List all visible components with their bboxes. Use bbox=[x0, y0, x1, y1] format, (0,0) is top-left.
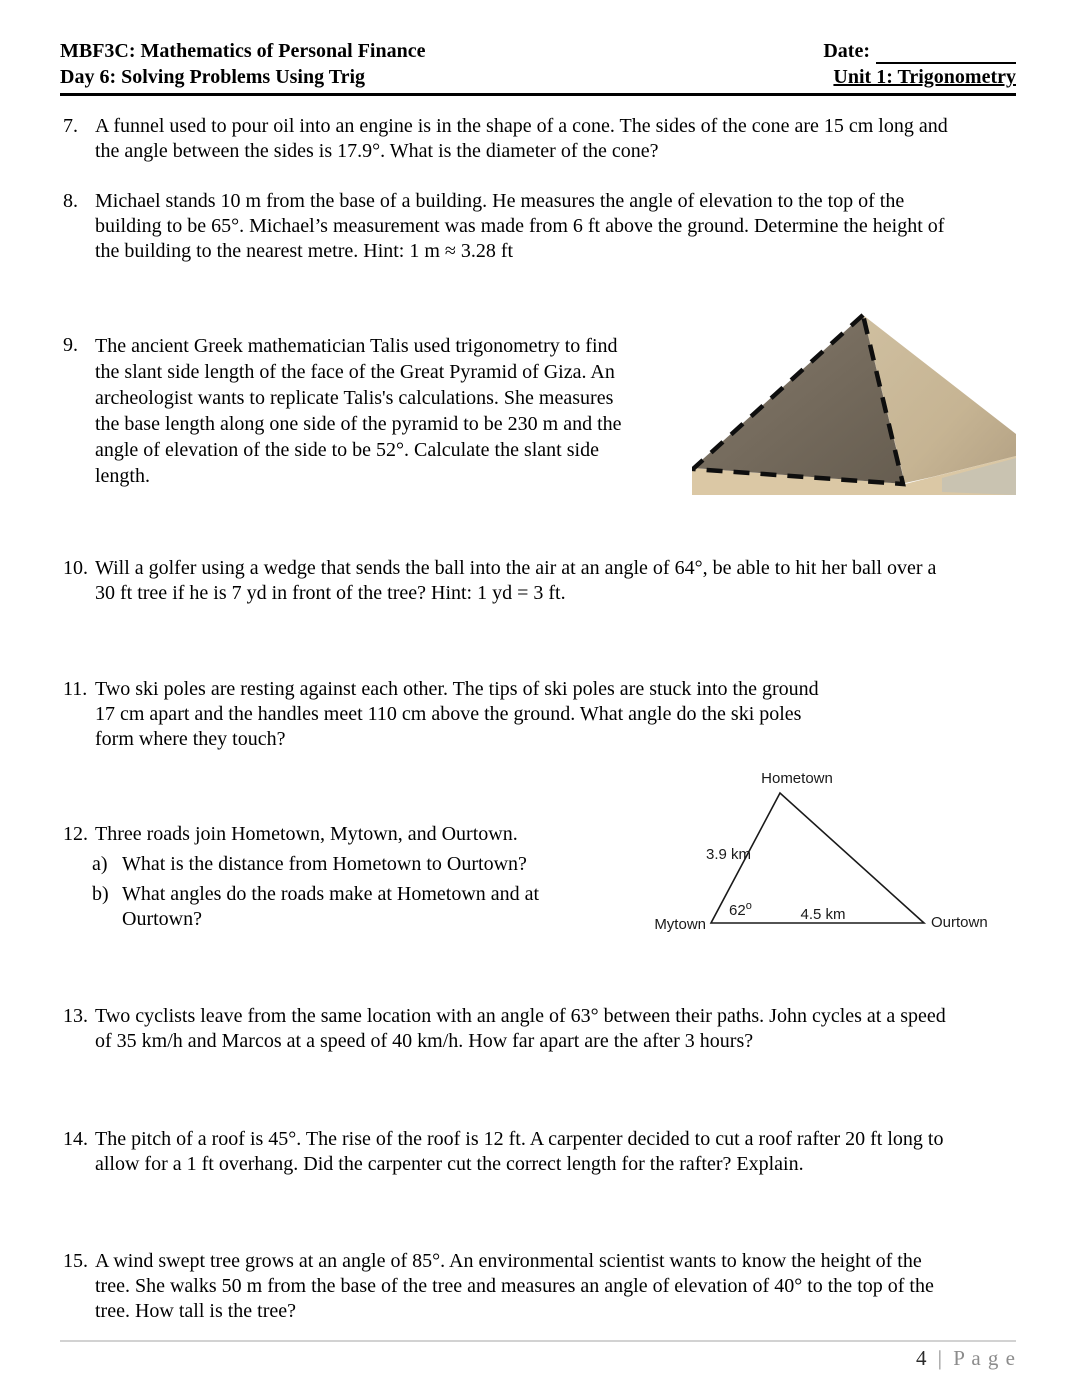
problem-8-line-2: building to be 65°. Michael’s measurement was made from 6 ft above the ground. Determine the height of bbox=[95, 215, 945, 237]
problem-11-text bbox=[95, 677, 819, 752]
great-pyramid-photo bbox=[692, 308, 1016, 495]
problem-15 bbox=[63, 1249, 934, 1324]
problem-14-line-2: allow for a 1 ft overhang. Did the carpenter cut the correct length for the rafter? Explain. bbox=[95, 1153, 804, 1175]
angle-value: 62 bbox=[729, 902, 746, 919]
problem-12-intro bbox=[95, 822, 518, 847]
header-row-1 bbox=[60, 38, 1016, 64]
day-title: Day 6: Solving Problems Using Trig bbox=[60, 66, 366, 88]
pyramid-illustration bbox=[692, 308, 1016, 495]
problem-7-line-1: A funnel used to pour oil into an engine is in the shape of a cone. The sides of the cone are 15 cm long and bbox=[95, 115, 948, 137]
header-row-2 bbox=[60, 64, 1016, 90]
problem-12b bbox=[92, 882, 539, 932]
problem-12b-text bbox=[122, 882, 539, 932]
problem-12a-label: a) bbox=[92, 853, 108, 875]
page-word: P a g e bbox=[953, 1346, 1016, 1370]
date-blank-line bbox=[876, 44, 1016, 64]
page-footer bbox=[916, 1346, 1016, 1371]
page-number: 4 bbox=[915, 1346, 928, 1370]
problem-12a-text bbox=[122, 852, 527, 877]
problem-9 bbox=[63, 333, 622, 489]
roads-triangle-diagram bbox=[640, 762, 1040, 937]
problem-12-intro-line: Three roads join Hometown, Mytown, and Ourtown. bbox=[95, 823, 518, 845]
problem-13-number: 13. bbox=[63, 1005, 88, 1027]
unit-title: Unit 1: Trigonometry bbox=[833, 66, 1016, 88]
problem-14-line-1: The pitch of a roof is 45°. The rise of the roof is 12 ft. A carpenter decided to cut a roof rafter 20 ft long to bbox=[95, 1128, 944, 1150]
problem-8-line-3: the building to the nearest metre. Hint: 1 m ≈ 3.28 ft bbox=[95, 240, 514, 262]
problem-15-text bbox=[95, 1249, 934, 1324]
problem-9-line-2: the slant side length of the face of the Great Pyramid of Giza. An bbox=[95, 361, 615, 383]
problem-11-line-3: form where they touch? bbox=[95, 728, 286, 750]
date-field bbox=[823, 38, 1016, 64]
hometown-label: Hometown bbox=[761, 770, 833, 787]
angle-label bbox=[729, 900, 752, 919]
problem-7-line-2: the angle between the sides is 17.9°. What is the diameter of the cone? bbox=[95, 140, 659, 162]
problem-15-line-2: tree. She walks 50 m from the base of the tree and measures an angle of elevation of 40° to the top of the bbox=[95, 1275, 934, 1297]
header bbox=[60, 38, 1016, 96]
mytown-label: Mytown bbox=[654, 916, 706, 933]
problem-7-number: 7. bbox=[63, 115, 78, 137]
problem-10-line-2: 30 ft tree if he is 7 yd in front of the tree? Hint: 1 yd = 3 ft. bbox=[95, 582, 566, 604]
footer-divider bbox=[60, 1340, 1016, 1342]
angle-degree-mark: o bbox=[745, 900, 752, 912]
course-title: MBF3C: Mathematics of Personal Finance bbox=[60, 40, 426, 62]
problem-8-line-1: Michael stands 10 m from the base of a building. He measures the angle of elevation to the top of the bbox=[95, 190, 905, 212]
problem-9-text bbox=[95, 333, 622, 489]
problem-15-line-1: A wind swept tree grows at an angle of 85°. An environmental scientist wants to know the height of the bbox=[95, 1250, 922, 1272]
problem-11 bbox=[63, 677, 819, 752]
problem-12b-line-2: Ourtown? bbox=[122, 908, 202, 930]
problem-15-number: 15. bbox=[63, 1250, 88, 1272]
problem-12-number: 12. bbox=[63, 823, 88, 845]
page-separator: | bbox=[937, 1346, 943, 1370]
problem-13-line-2: of 35 km/h and Marcos at a speed of 40 km/h. How far apart are the after 3 hours? bbox=[95, 1030, 754, 1052]
problem-9-line-1: The ancient Greek mathematician Talis used trigonometry to find bbox=[95, 335, 618, 357]
problem-9-line-4: the base length along one side of the pyramid to be 230 m and the bbox=[95, 413, 622, 435]
problem-10-text bbox=[95, 556, 936, 606]
date-label: Date: bbox=[823, 40, 870, 62]
problem-8-text bbox=[95, 189, 944, 264]
ourtown-label: Ourtown bbox=[931, 914, 988, 931]
side-length-label: 3.9 km bbox=[706, 846, 752, 863]
problem-9-line-5: angle of elevation of the side to be 52°. Calculate the slant side bbox=[95, 439, 599, 461]
problem-9-number: 9. bbox=[63, 334, 78, 356]
problem-11-number: 11. bbox=[63, 678, 88, 700]
problem-13-line-1: Two cyclists leave from the same location with an angle of 63° between their paths. John cycles at a speed bbox=[95, 1005, 946, 1027]
problem-7 bbox=[63, 114, 948, 164]
problem-9-line-6: length. bbox=[95, 465, 150, 487]
problem-10 bbox=[63, 556, 936, 606]
roads-triangle-svg bbox=[640, 762, 1040, 937]
problem-11-line-2: 17 cm apart and the handles meet 110 cm above the ground. What angle do the ski poles bbox=[95, 703, 802, 725]
problem-9-line-3: archeologist wants to replicate Talis's calculations. She measures bbox=[95, 387, 614, 409]
problem-12b-line-1: What angles do the roads make at Hometown and at bbox=[122, 883, 540, 905]
problem-11-line-1: Two ski poles are resting against each other. The tips of ski poles are stuck into the ground bbox=[95, 678, 819, 700]
problem-14-number: 14. bbox=[63, 1128, 88, 1150]
problem-8 bbox=[63, 189, 944, 264]
problem-14 bbox=[63, 1127, 943, 1177]
problem-8-number: 8. bbox=[63, 190, 78, 212]
problem-10-number: 10. bbox=[63, 557, 88, 579]
problem-12 bbox=[63, 822, 518, 847]
problem-7-text bbox=[95, 114, 948, 164]
problem-15-line-3: tree. How tall is the tree? bbox=[95, 1300, 297, 1322]
problem-12a bbox=[92, 852, 527, 877]
problem-10-line-1: Will a golfer using a wedge that sends the ball into the air at an angle of 64°, be able to hit her ball over a bbox=[95, 557, 937, 579]
problem-14-text bbox=[95, 1127, 943, 1177]
problem-12a-line: What is the distance from Hometown to Ourtown? bbox=[122, 853, 527, 875]
problem-13 bbox=[63, 1004, 946, 1054]
problem-12b-label: b) bbox=[92, 883, 109, 905]
problem-13-text bbox=[95, 1004, 946, 1054]
base-length-label: 4.5 km bbox=[800, 906, 846, 923]
